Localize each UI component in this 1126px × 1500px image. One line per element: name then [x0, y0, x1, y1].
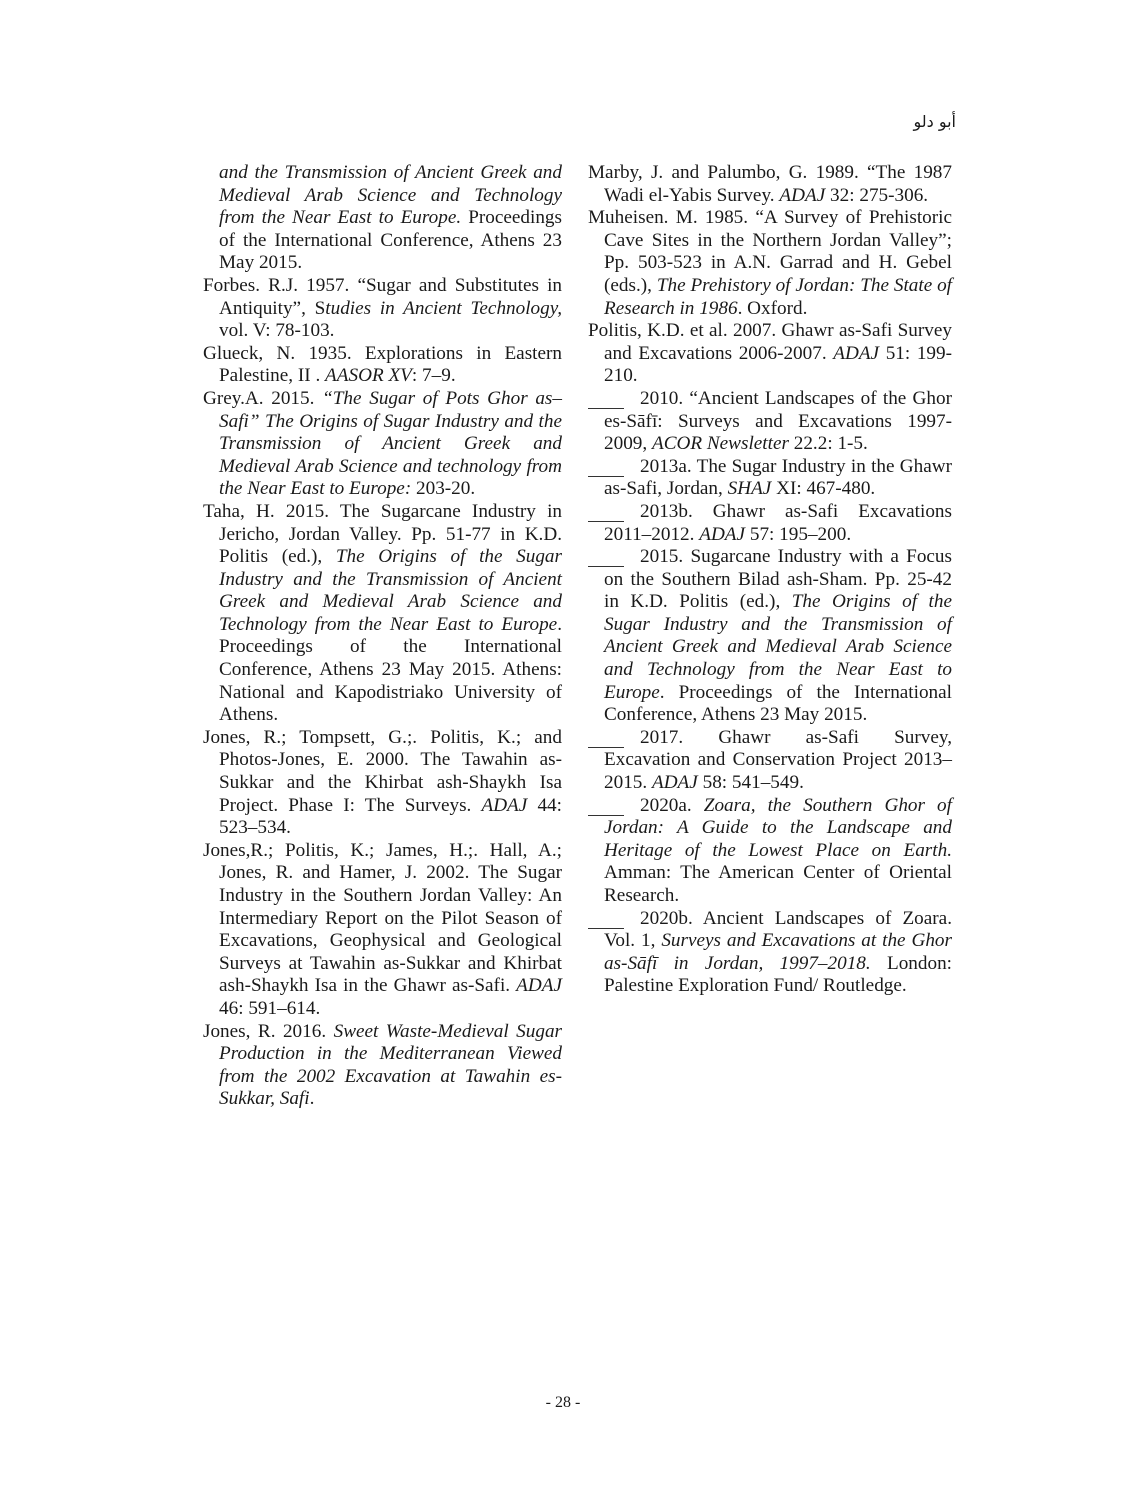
author-repeat-dash	[588, 927, 624, 929]
author-repeat-dash	[588, 520, 624, 522]
italic-title: Zoara, the Southern Ghor of Jordan: A Guide to the Landscape and Heritage of the Lowest Place on Earth.	[604, 794, 952, 861]
reference-text: 32: 275-306.	[825, 184, 929, 206]
author-repeat-dash	[588, 565, 624, 567]
reference-continuation	[203, 162, 562, 275]
author-repeat-dash	[588, 475, 624, 477]
reference-text: . Oxford.	[737, 297, 808, 319]
reference-entry	[203, 1021, 562, 1111]
italic-title: SHAJ	[727, 478, 772, 500]
reference-entry-repeat-author	[588, 908, 952, 998]
italic-title: Surveys and Excavations at the Ghor as-Sāfī in Jordan, 1997–2018.	[604, 930, 952, 974]
reference-text: 22.2: 1-5.	[788, 433, 868, 455]
reference-entry	[203, 388, 562, 501]
reference-text: Jones,R.; Politis, K.; James, H.;. Hall, A.; Jones, R. and Hamer, J. 2002. The Sugar Industry in the Southern Jordan Valley: An Intermediary Report on the Pilot Season of Excavations, Geophysical and Geological Surveys at Tawahin as-Sukkar and Khirbat ash-Shaykh Isa in the Ghawr as-Safi.	[203, 839, 562, 997]
reference-text: Glueck, N. 1935. Explorations in Eastern Palestine, II .	[203, 342, 562, 387]
reference-text: XI: 467-480.	[771, 478, 876, 500]
reference-entry	[588, 320, 952, 388]
author-repeat-dash	[588, 407, 624, 409]
reference-text: 2013a. The Sugar Industry in the Ghawr as-Safi, Jordan,	[604, 455, 952, 500]
reference-entry-repeat-author	[588, 501, 952, 546]
reference-text: 58: 541–549.	[697, 772, 804, 794]
reference-entry	[588, 162, 952, 207]
italic-title: “The Sugar of Pots Ghor as–Safi” The Origins of Sugar Industry and the Transmission of Ancient Greek and Medieval Arab Science and technology from the Near East to Europe:	[219, 387, 562, 500]
reference-entry	[203, 840, 562, 1021]
reference-text: . Proceedings of the International Conference, Athens 23 May 2015. Athens: National and Kapodistriako University of Athens.	[219, 613, 562, 726]
italic-title: tudies in Ancient Technology,	[325, 297, 562, 319]
reference-text: . Proceedings of the International Conference, Athens 23 May 2015.	[604, 681, 952, 726]
italic-title: ADAJ	[516, 975, 562, 997]
italic-title: ADAJ	[481, 794, 528, 816]
reference-text: Marby, J. and Palumbo, G. 1989. “The 1987 Wadi el-Yabis Survey.	[588, 162, 952, 206]
reference-text: 46: 591–614.	[219, 997, 321, 1019]
reference-entry-repeat-author	[588, 546, 952, 727]
reference-text: 2020b. Ancient Landscapes of Zoara. Vol. 1,	[604, 907, 952, 952]
italic-title: ACOR Newsletter	[651, 433, 789, 455]
reference-entry-repeat-author	[588, 795, 952, 908]
reference-entry-repeat-author	[588, 388, 952, 456]
italic-title: ADAJ	[651, 772, 698, 794]
reference-entry	[203, 727, 562, 840]
reference-text: 203-20.	[411, 478, 476, 500]
italic-title: ADAJ	[699, 523, 746, 545]
reference-text: London: Palestine Exploration Fund/ Routledge.	[604, 952, 952, 997]
reference-text: : 7–9.	[411, 365, 456, 387]
reference-text: 51: 199-210.	[604, 342, 952, 387]
reference-entry	[588, 207, 952, 320]
right-column	[588, 162, 952, 998]
reference-text: 2015. Sugarcane Industry with a Focus on the Southern Bilad ash-Sham. Pp. 25-42 in K.D. Politis (ed.),	[604, 546, 952, 613]
reference-text: 2010. “Ancient Landscapes of the Ghor es-Sāfī: Surveys and Excavations 1997-2009,	[604, 387, 952, 455]
reference-text: vol. V: 78-103.	[219, 320, 335, 342]
reference-entry	[203, 275, 562, 343]
reference-text: .	[309, 1088, 315, 1110]
italic-title: AASOR XV	[325, 365, 412, 387]
left-column	[203, 162, 562, 1111]
reference-text: Proceedings of the International Conference, Athens 23 May 2015.	[219, 207, 562, 274]
reference-text: Amman: The American Center of Oriental Research.	[604, 862, 952, 906]
reference-entry-repeat-author	[588, 456, 952, 501]
reference-text: 2013b. Ghawr as-Safi Excavations 2011–2012.	[604, 500, 952, 545]
reference-entry	[203, 343, 562, 388]
author-repeat-dash	[588, 814, 624, 816]
reference-text: 2020a.	[640, 794, 704, 816]
running-head: أبو دلو	[913, 112, 956, 131]
reference-text: Forbes. R.J. 1957. “Sugar and Substitutes in Antiquity”, S	[203, 274, 562, 319]
italic-title: The Origins of the Sugar Industry and the Transmission of Ancient Greek and Medieval Arab Science and Technology from the Near East to Europe	[604, 591, 952, 703]
italic-title: ADAJ	[779, 184, 826, 206]
reference-text: Jones, R. 2016.	[203, 1020, 334, 1042]
reference-text: Politis, K.D. et al. 2007. Ghawr as-Safi Survey and Excavations 2006-2007.	[588, 320, 952, 364]
reference-text: Taha, H. 2015. The Sugarcane Industry in Jericho, Jordan Valley. Pp. 51-77 in K.D. Politis (ed.),	[203, 500, 562, 568]
italic-title: The Prehistory of Jordan: The State of Research in 1986	[604, 274, 953, 319]
reference-text: Grey.A. 2015.	[203, 387, 323, 409]
reference-text: 57: 195–200.	[745, 523, 852, 545]
reference-entry	[203, 501, 562, 727]
italic-title: Sweet Waste-Medieval Sugar Production in the Mediterranean Viewed from the 2002 Excavation at Tawahin es-Sukkar, Safi	[219, 1020, 563, 1110]
reference-entry-repeat-author	[588, 727, 952, 795]
italic-title: and the Transmission of Ancient Greek and Medieval Arab Science and Technology from the Near East to Europe.	[219, 162, 562, 229]
italic-title: ADAJ	[833, 342, 880, 364]
reference-text: Jones, R.; Tompsett, G.;. Politis, K.; and Photos-Jones, E. 2000. The Tawahin as-Sukkar and the Khirbat ash-Shaykh Isa Project. Phase I: The Surveys.	[203, 726, 562, 816]
reference-text: 44: 523–534.	[219, 794, 562, 839]
author-repeat-dash	[588, 746, 624, 748]
reference-text: 2017. Ghawr as-Safi Survey, Excavation and Conservation Project 2013–2015.	[604, 726, 952, 794]
page-number: - 28 -	[545, 1394, 581, 1411]
italic-title: The Origins of the Sugar Industry and the Transmission of Ancient Greek and Medieval Arab Science and Technology from the Near East to Europe	[219, 546, 562, 635]
reference-text: Muheisen. M. 1985. “A Survey of Prehistoric Cave Sites in the Northern Jordan Valley”; Pp. 503-523 in A.N. Garrad and H. Gebel (eds.),	[588, 207, 952, 296]
